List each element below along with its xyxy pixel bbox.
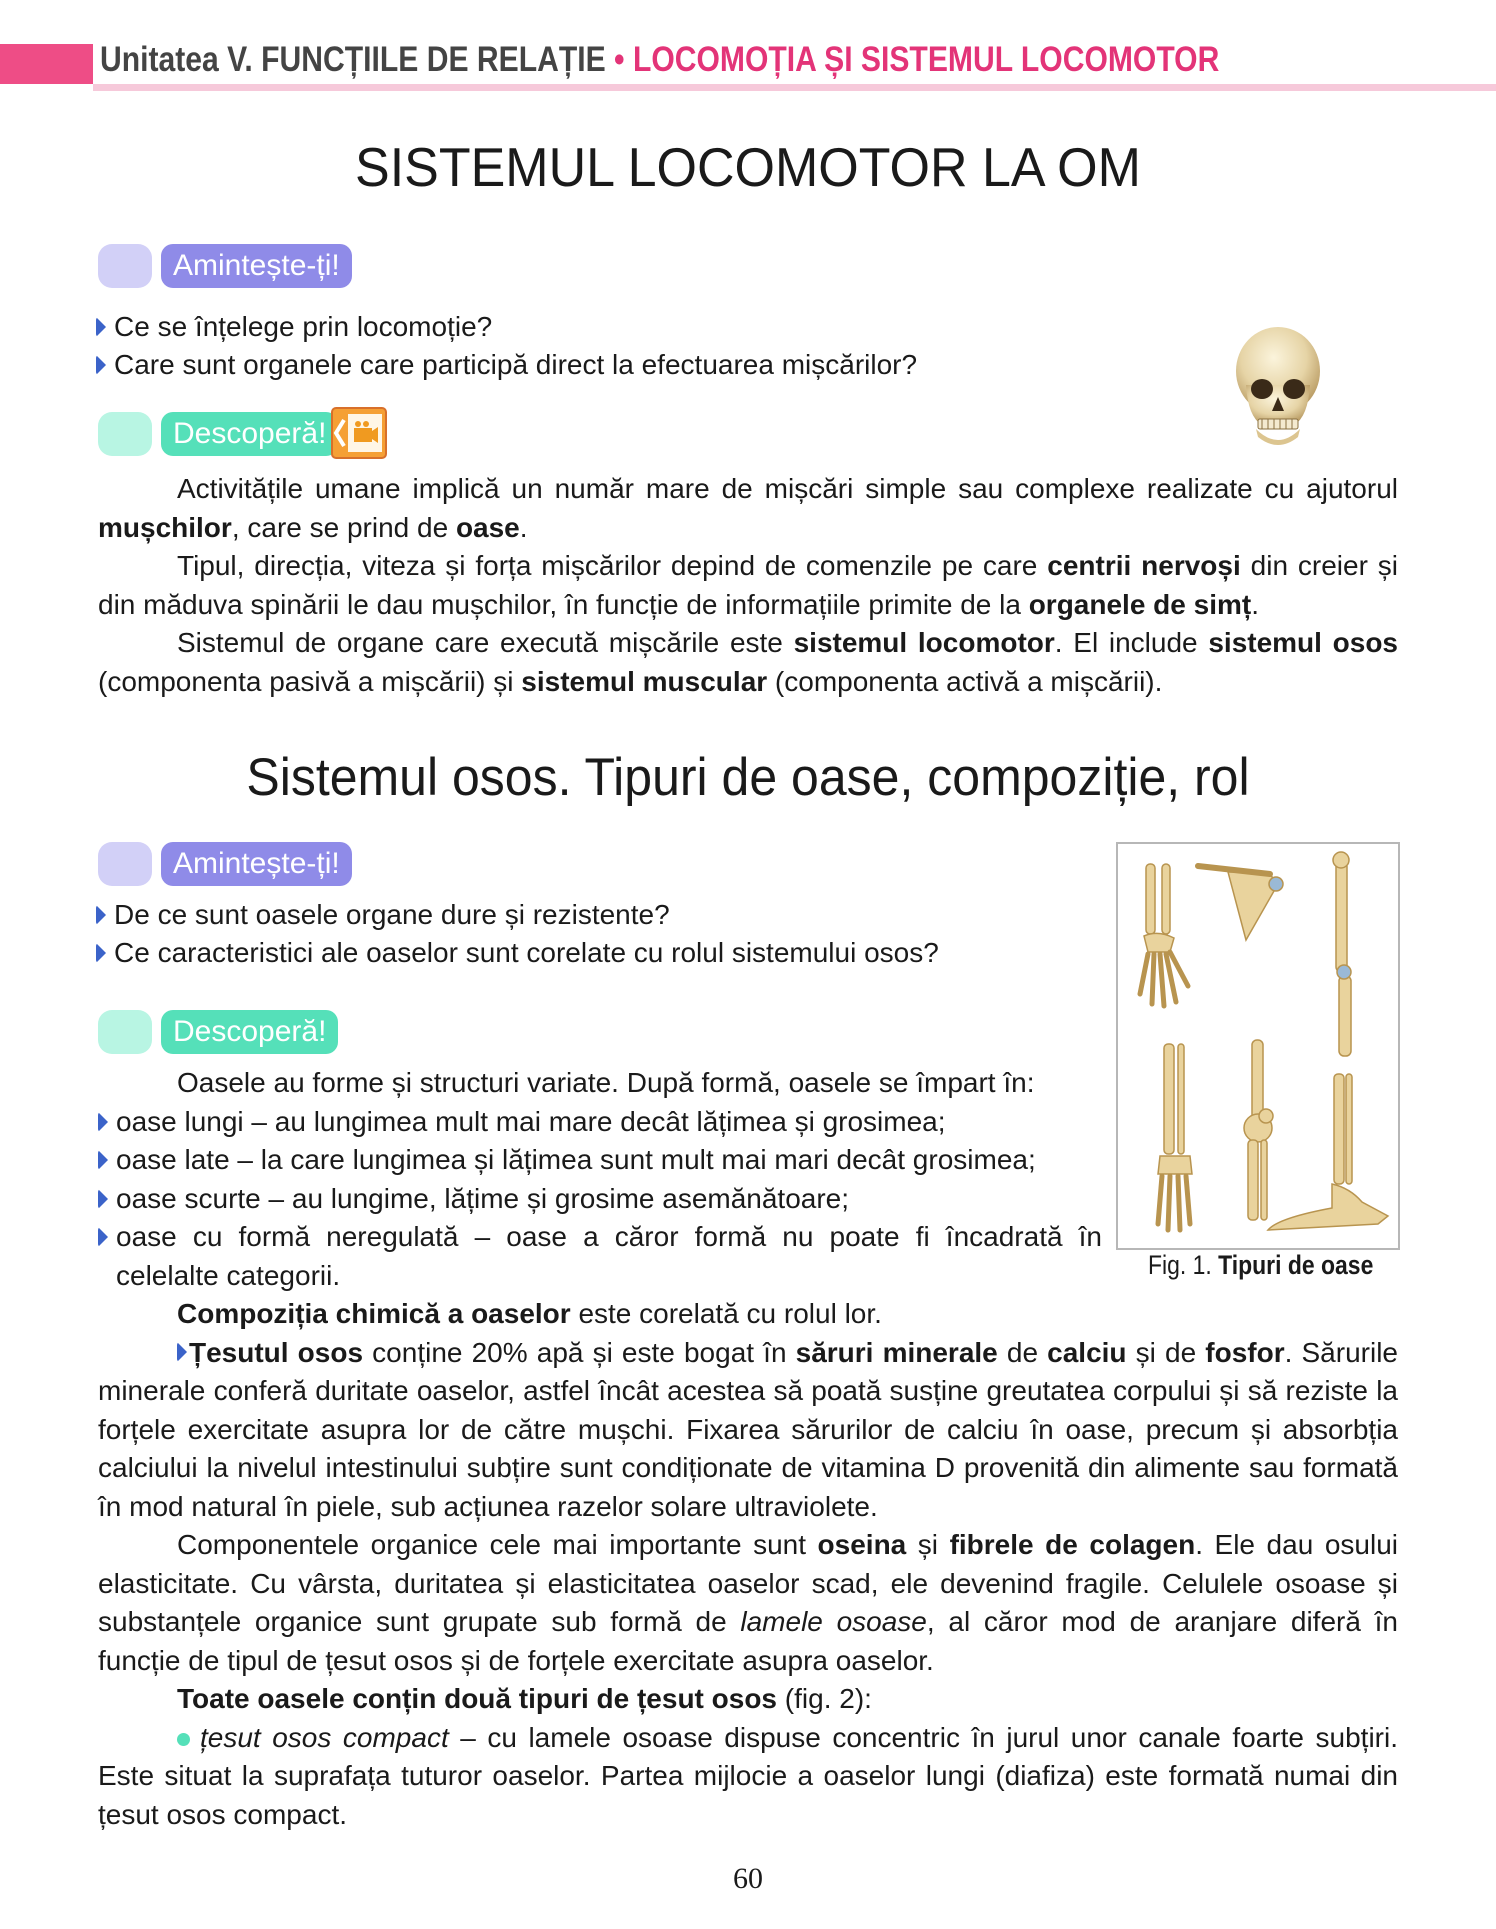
intro-text	[98, 470, 1398, 701]
question-item	[96, 311, 492, 343]
remember-tag	[98, 243, 352, 289]
bullet-triangle-icon	[96, 317, 106, 337]
discover-tag-label: Descoperă!	[161, 1010, 338, 1054]
section-title: Sistemul osos. Tipuri de oase, compoziție, rol	[246, 747, 1250, 807]
paragraph: Componentele organice cele mai importante sunt oseina și fibrele de colagen. Ele dau osului elasticitate. Cu vârsta, duritatea și elasticitatea oaselor scad, ele devenind fragile. Celulele osoase și substanțele organice sunt grupate sub formă de lamele osoase, al căror mod de aranjare diferă în funcție de tipul de țesut osos și de forțele exercitate asupra oaselor.	[98, 1529, 1399, 1676]
remember-tag-label: Amintește-ți!	[161, 842, 352, 886]
question-text: Care sunt organele care participă direct la efectuarea mișcărilor?	[114, 349, 918, 380]
question-item	[96, 937, 939, 969]
list-item: oase cu formă neregulată – oase a căror formă nu poate fi încadrată în celelalte categorii.	[98, 1218, 1102, 1295]
video-icon[interactable]	[330, 406, 388, 460]
bullet-triangle-icon	[98, 1112, 108, 1132]
question-text: De ce sunt oasele organe dure și rezistente?	[114, 899, 670, 930]
bone-types-text	[98, 1064, 1102, 1295]
remember-tag-pad	[98, 244, 152, 288]
bullet-triangle-icon	[98, 1150, 108, 1170]
header-chapter: LOCOMOȚIA ȘI SISTEMUL LOCOMOTOR	[632, 40, 1220, 79]
skull-image	[1232, 325, 1324, 451]
bullet-triangle-icon	[177, 1342, 187, 1362]
header-accent-bar	[0, 44, 93, 84]
discover-tag-pad	[98, 1010, 152, 1054]
bullet-triangle-icon	[96, 905, 106, 925]
header-section: FUNCȚIILE DE RELAȚIE	[261, 40, 606, 79]
bullet-dot-icon	[177, 1733, 190, 1746]
discover-tag-label: Descoperă!	[161, 412, 338, 456]
bones-illustration	[1118, 844, 1398, 1248]
bullet-triangle-icon	[98, 1189, 108, 1209]
paragraph: Toate oasele conțin două tipuri de țesut osos (fig. 2):	[177, 1683, 872, 1714]
figure-bone-types	[1116, 842, 1400, 1250]
paragraph: Activitățile umane implică un număr mare de mișcări simple sau complexe realizate cu ajutorul mușchilor, care se prind de oase.	[98, 473, 1398, 543]
remember-tag-pad	[98, 842, 152, 886]
paragraph: țesut osos compact – cu lamele osoase dispuse concentric în jurul unor canale foarte subțiri. Este situat la suprafața tuturor oaselor. Partea mijlocie a oaselor lungi (diafiza) este formată numai din țesut osos compact.	[98, 1721, 1398, 1830]
figure-caption-text: Tipuri de oase	[1218, 1250, 1374, 1280]
list-item: oase scurte – au lungime, lățime și grosime asemănătoare;	[98, 1180, 1102, 1219]
remember-tag-label: Amintește-ți!	[161, 244, 352, 288]
paragraph: Tipul, direcția, viteza și forța mișcărilor depind de comenzile pe care centrii nervoși din creier și din măduva spinării le dau mușchilor, în funcție de informațiile primite de la organele de simț.	[98, 550, 1399, 620]
figure-caption	[1148, 1250, 1373, 1281]
header-rule	[93, 84, 1496, 91]
list-item: oase lungi – au lungimea mult mai mare decât lățimea și grosimea;	[98, 1103, 1102, 1142]
discover-tag	[98, 1009, 338, 1055]
discover-tag	[98, 411, 338, 457]
composition-text	[98, 1295, 1398, 1834]
bullet-triangle-icon	[96, 355, 106, 375]
paragraph: Sistemul de organe care execută mișcările este sistemul locomotor. El include sistemul osos (componenta pasivă a mișcării) și sistemul muscular (componenta activă a mișcării).	[98, 627, 1399, 697]
discover-tag-pad	[98, 412, 152, 456]
bullet-triangle-icon	[98, 1227, 108, 1247]
question-text: Ce caracteristici ale oaselor sunt corelate cu rolul sistemului osos?	[114, 937, 939, 968]
running-header	[100, 40, 1219, 80]
bullet-triangle-icon	[96, 943, 106, 963]
question-item	[96, 899, 670, 931]
remember-tag	[98, 841, 352, 887]
figure-label: Fig. 1.	[1148, 1250, 1212, 1280]
paragraph: Oasele au forme și structuri variate. După formă, oasele se împart în:	[177, 1067, 1035, 1098]
header-bullet: •	[614, 40, 625, 79]
question-text: Ce se înțelege prin locomoție?	[114, 311, 493, 342]
page-title: SISTEMUL LOCOMOTOR LA OM	[355, 137, 1141, 199]
question-item	[96, 349, 917, 381]
list-item: oase late – la care lungimea și lățimea sunt mult mai mari decât grosimea;	[98, 1141, 1102, 1180]
paragraph: Compoziția chimică a oaselor este corelată cu rolul lor.	[177, 1298, 882, 1329]
page-number: 60	[733, 1862, 763, 1895]
header-unit: Unitatea V.	[100, 40, 253, 79]
paragraph: Țesutul osos conține 20% apă și este bogat în săruri minerale de calciu și de fosfor. Sărurile minerale conferă duritate oaselor, astfel încât acestea să poată susține greutatea corpului și să reziste la forțele exercitate asupra lor de către mușchi. Fixarea sărurilor de calciu în oase, precum și absorbția calciului la nivelul intestinului subțire sunt condiționate de vitamina D provenită din alimente sau formată în mod natural în piele, sub acțiunea razelor solare ultraviolete.	[98, 1336, 1398, 1522]
